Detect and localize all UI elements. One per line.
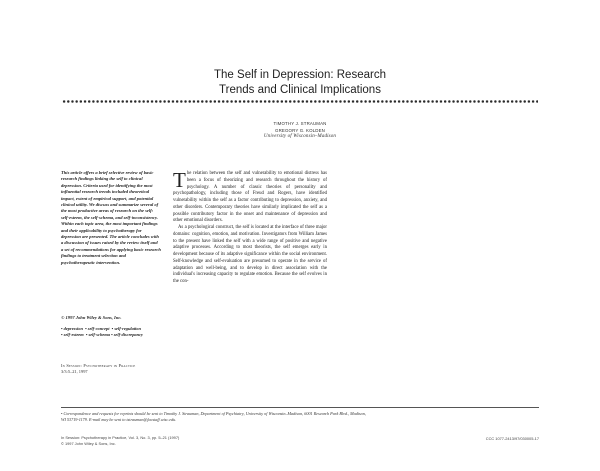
keyword: • self-regulation: [111, 326, 141, 331]
keyword: • self-esteem: [61, 332, 84, 338]
correspondence-footnote: • Correspondence and requests for reprints should be sent to Timothy J. Strauman, Department of Psychiatry, University of Wisconsin–Madison, 6001 Research Park Blvd., Madison, WI 53719-1179. E-mail may be sent to tstrauman@facstaff.wisc.edu.: [61, 411, 366, 423]
journal-citation: 3/3:5–21, 1997: [61, 369, 88, 375]
article-title: [0, 68, 600, 98]
title-line-1: The Self in Depression: Research: [214, 69, 386, 81]
body-paragraph: The relation between the self and vulnerability to emotional distress has been a focus of theorizing and research throughout the history of psychology. A number of classic theories of personality and psychopathology, including those of Freud and Rogers, have identified vulnerability within the self as a factor contributing to depression, anxiety, and other disorders. Contemporary theories have similarly implicated the self as a possible contributory factor in the onset and maintenance of depression and other emotional disorders.: [173, 168, 327, 224]
keyword: • depression: [61, 326, 83, 331]
abstract-copyright: © 1997 John Wiley & Sons, Inc.: [61, 315, 122, 320]
abstract: This article offers a brief selective review of basic research findings linking the self to clinical depression. Criteria used for identifying the most influential research trends included theoretical impact, extent of empirical support, and potential clinical utility. We discuss and summarize several of the most productive areas of research on the self: self-esteem, the self-schema, and self-inconsistency. Within each topic area, the most important findings and their applicability to psychotherapy for depression are presented. The article concludes with a discussion of issues raised by the review itself and a set of recommendations for applying basic research findings to treatment selection and psychotherapeutic intervention.: [61, 170, 161, 265]
author-block: [0, 121, 600, 141]
footnote-rule: [61, 407, 539, 408]
journal-name: In Session: Psychotherapy in Practice: [61, 363, 136, 368]
drop-cap: T: [173, 168, 186, 192]
footer-copyright: © 1997 John Wiley & Sons, Inc.: [61, 440, 116, 446]
footer-journal: In Session: Psychotherapy in Practice, Vol. 3, No. 3, pp. 5–21 (1997): [61, 435, 180, 440]
keyword-list: [61, 326, 161, 338]
author-name: GREGORY G. KOLDEN: [275, 127, 325, 133]
page-footer-left: [61, 435, 281, 447]
dotted-rule: [62, 100, 538, 103]
title-line-2: Trends and Clinical Implications: [219, 84, 381, 96]
footer-ccc-code: CCC 1077-2413/97/030005-17: [485, 436, 539, 441]
body-text: [173, 168, 327, 286]
keyword: • self-schema: [85, 332, 110, 338]
author-name: TIMOTHY J. STRAUMAN: [273, 121, 327, 126]
keyword: • self-concept: [85, 326, 110, 331]
author-affiliation: University of Wisconsin–Madison: [263, 134, 337, 139]
keyword: • self-discrepancy: [111, 332, 143, 338]
body-paragraph: As a psychological construct, the self is located at the interface of three major domains: cognition, emotion, and motivation. Investigators from William James to the present have linked the self with a wide range of positive and negative adaptive processes. According to most theorists, the self emerges early in development because of its adaptive significance within the social environment. Self-knowledge and self-evaluation are presumed to operate in the service of adaptation and well-being, and to develop in direct association with the individual's increasing capacity to regulate emotion. Because the self evolves in the con-: [173, 225, 327, 284]
journal-reference: [61, 363, 161, 375]
